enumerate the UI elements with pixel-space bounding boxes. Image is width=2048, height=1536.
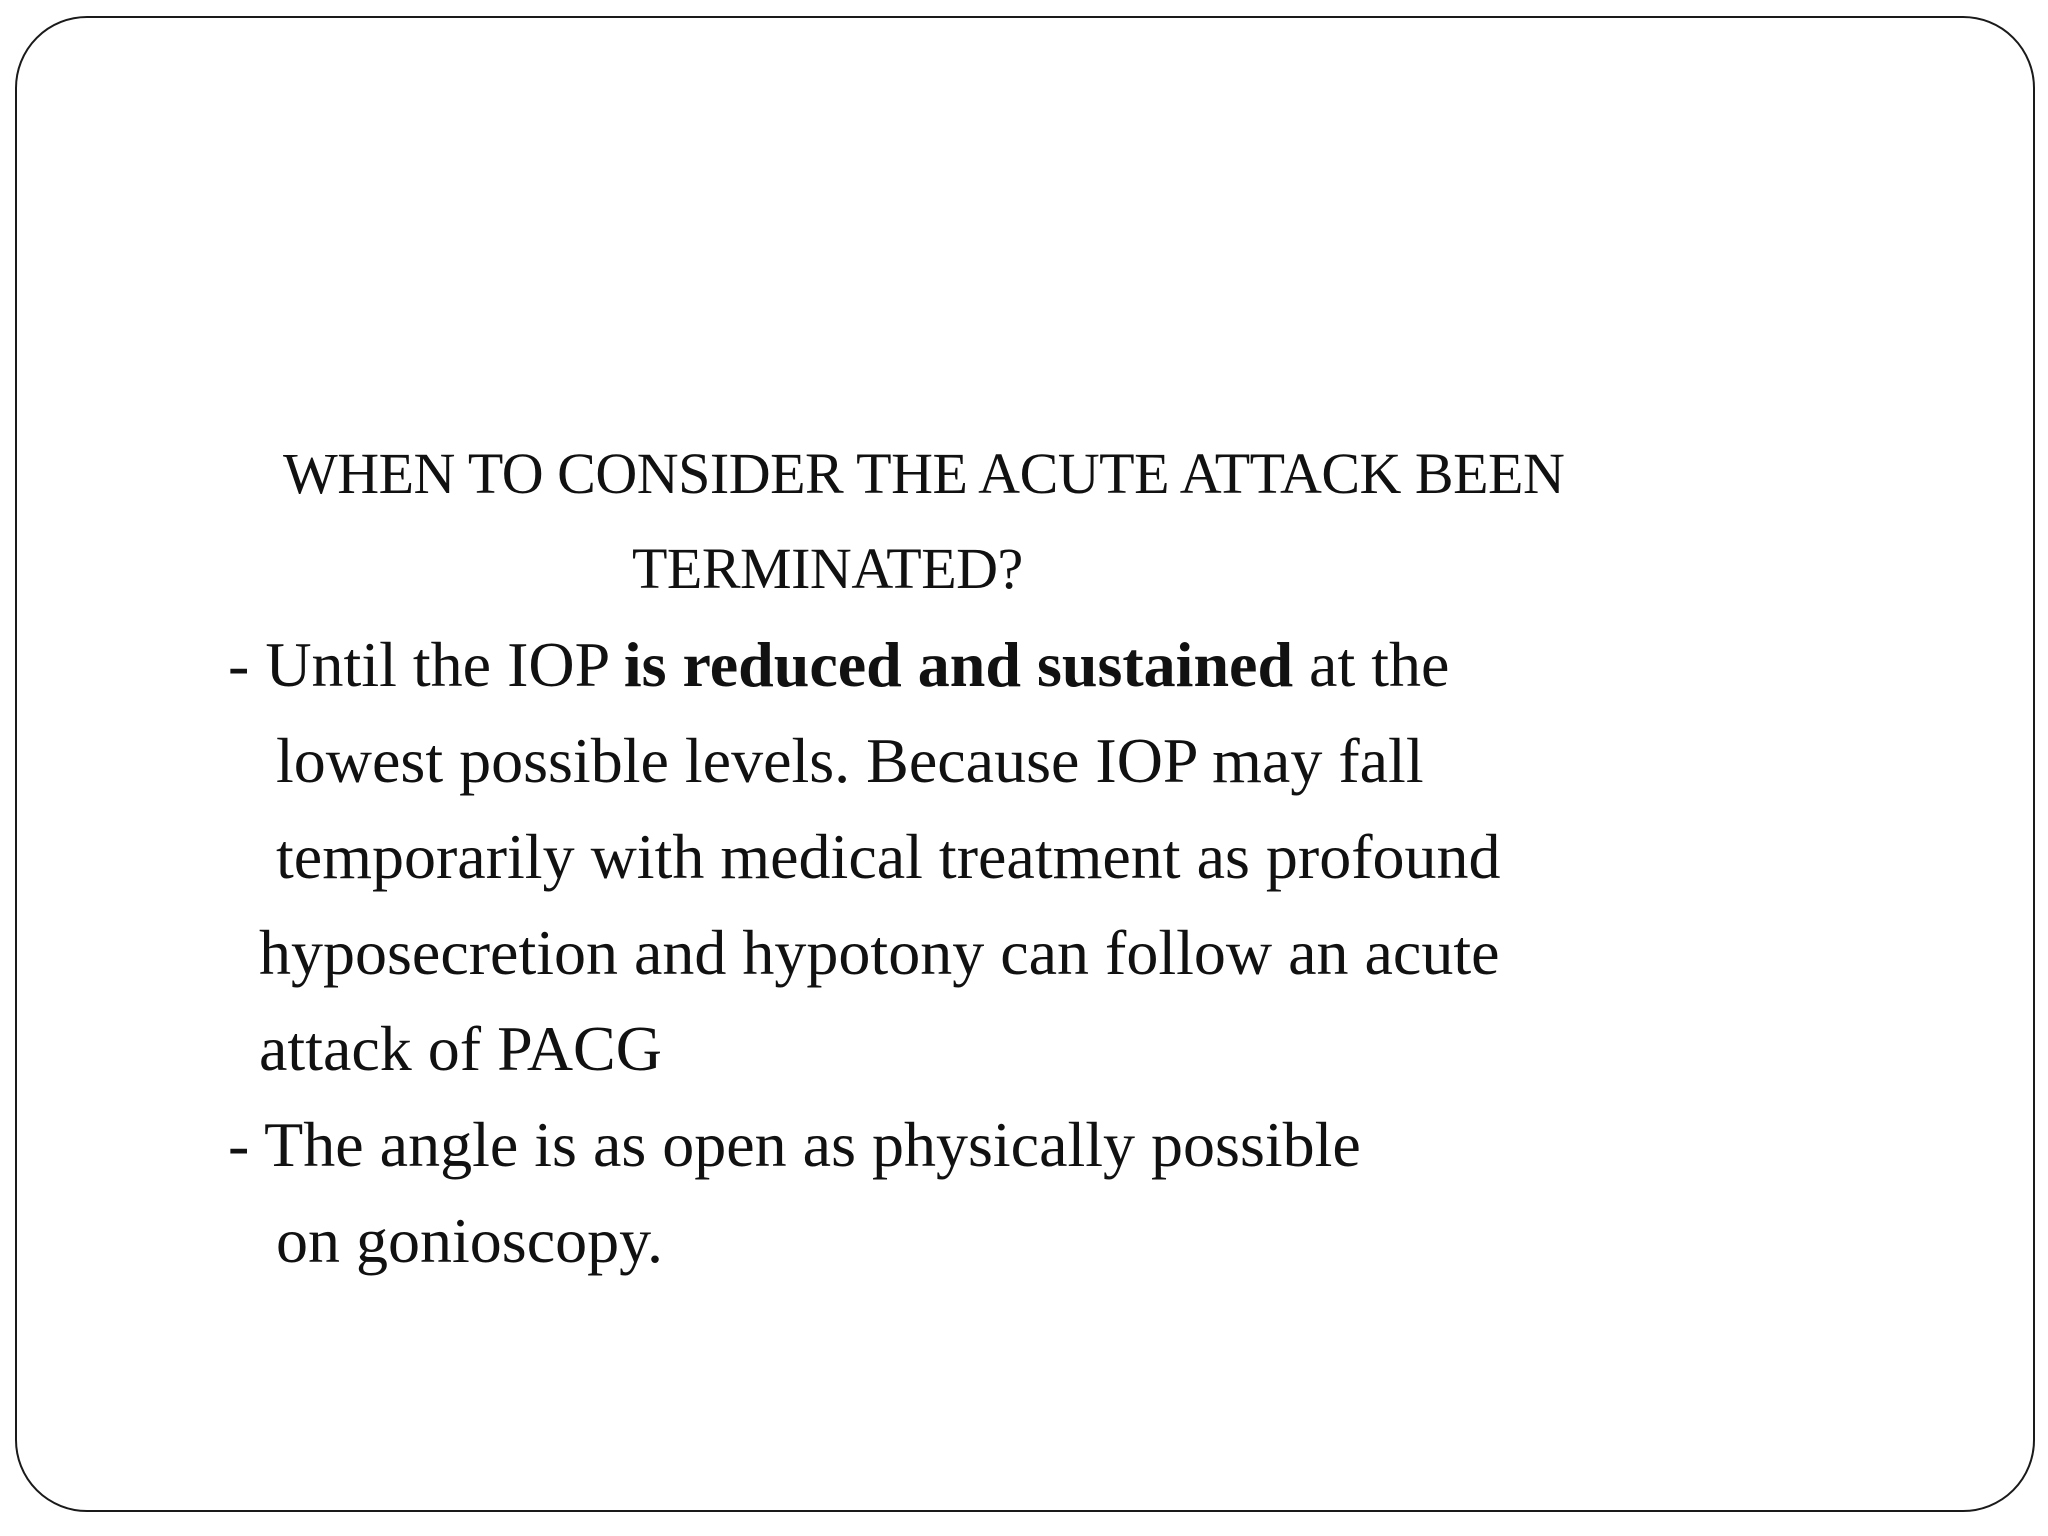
bullet-1-line-2: lowest possible levels. Because IOP may fall xyxy=(276,725,1424,796)
bullet-1-lead-text: - Until the IOP xyxy=(228,629,624,700)
bullet-1-tail-text: at the xyxy=(1293,629,1450,700)
bullet-1-line-1 xyxy=(228,628,1449,702)
bullet-1-line-5: attack of PACG xyxy=(259,1013,662,1084)
bullet-1-emphasis-text: is reduced and sustained xyxy=(623,629,1294,700)
bullet-2-line-2: on gonioscopy. xyxy=(276,1205,663,1276)
bullet-1-line-4: hyposecretion and hypotony can follow an acute xyxy=(259,917,1500,988)
slide-title-line-1: WHEN TO CONSIDER THE ACUTE ATTACK BEEN xyxy=(283,441,1565,506)
slide-title-line-2: TERMINATED? xyxy=(632,536,1023,601)
bullet-2-line-1: - The angle is as open as physically possible xyxy=(228,1109,1361,1180)
bullet-1-line-3: temporarily with medical treatment as profound xyxy=(276,821,1501,892)
